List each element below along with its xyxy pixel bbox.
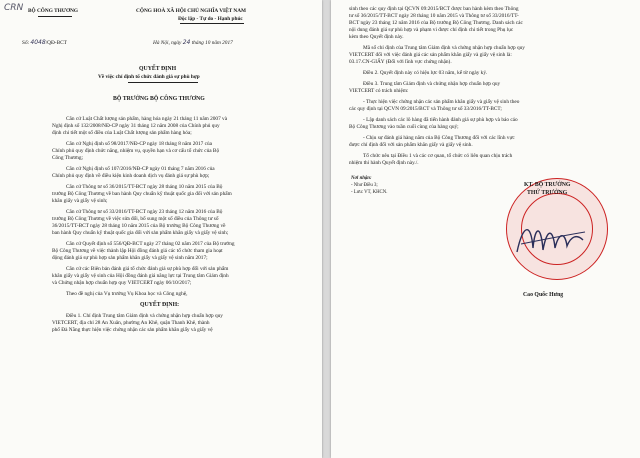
recipient-item: - Lưu: VT, KHCN.: [351, 190, 388, 195]
date-day: 24: [182, 39, 191, 46]
handwritten-signature: [511, 214, 591, 262]
preamble-line: khăn giấy và giấy vệ sinh;: [52, 198, 108, 204]
preamble-line: Căn cứ các Biên bản đánh giá tổ chức đánh giá sự phù hợp đối với sản phẩm: [66, 266, 229, 272]
preamble-line: định chi tiết một số điều của Luật Chất lượng sản phẩm hàng hóa;: [52, 130, 192, 136]
article-2: Điều 2. Quyết định này có hiệu lực 03 năm, kể từ ngày ký.: [363, 70, 488, 76]
document-number: [22, 40, 67, 46]
preamble-line: Căn cứ Thông tư số 36/2015/TT-BCT ngày 28 tháng 10 năm 2015 của Bộ: [66, 184, 223, 190]
body-line: VIETCERT có trách nhiệm:: [349, 88, 409, 94]
article-line: phố Đà Nẵng thực hiện việc chứng nhận các sản phẩm khăn giấy và giấy vệ: [52, 327, 213, 333]
issuing-authority: BỘ TRƯỞNG BỘ CÔNG THƯƠNG: [113, 96, 205, 102]
preamble-line: ban hành Quy chuẩn kỹ thuật quốc gia đối với sản phẩm khăn giấy và giấy vệ sinh;: [52, 230, 229, 236]
motto-underline: [180, 23, 244, 24]
article-3: Điều 3. Trung tâm Giám định và chứng nhận hợp chuẩn hợp quy: [363, 81, 501, 87]
motto: Độc lập - Tự do - Hạnh phúc: [178, 16, 243, 22]
preamble-line: Chính phủ quy định chức năng, nhiệm vụ, quyền hạn và cơ cấu tổ chức của Bộ: [52, 148, 220, 154]
preamble-line: động đánh giá sự phù hợp sản phẩm khăn giấy và giấy vệ sinh năm 2017;: [52, 255, 208, 261]
preamble-line: Bộ Công Thương về việc thành lập Hội đồng đánh giá các tổ chức tham gia hoạt: [52, 248, 223, 254]
body-line: được chỉ định đối với sản phẩm khăn giấy và giấy vệ sinh.: [349, 142, 473, 148]
body-line: - Thực hiện việc chứng nhận các sản phẩm khăn giấy và giấy vệ sinh theo: [363, 99, 520, 105]
body-line: các quy định tại QCVN 09:2015/BCT và Thông tư số 33/2016/TT-BCT;: [349, 106, 502, 112]
body-line: Mã số chỉ định của Trung tâm Giám định và chứng nhận hợp chuẩn hợp quy: [363, 45, 525, 51]
body-line: tư số 36/2015/TT-BCT ngày 28 tháng 10 năm 2015 và Thông tư số 33/2016/TT-: [349, 13, 519, 19]
body-line: BCT ngày 23 tháng 12 năm 2016 của Bộ trưởng Bộ Công Thương. Danh sách các: [349, 20, 523, 26]
article-line: Điều 1. Chỉ định Trung tâm Giám định và chứng nhận hợp chuẩn hợp quy: [66, 313, 223, 319]
preamble-line: Công Thương;: [52, 155, 84, 161]
preamble-line: Căn cứ Thông tư số 33/2016/TT-BCT ngày 23 tháng 12 năm 2016 của Bộ: [66, 209, 223, 215]
preamble-line: Căn cứ Nghị định số 107/2016/NĐ-CP ngày 01 tháng 7 năm 2016 của: [66, 166, 215, 172]
body-line: - Chịu sự đánh giá hàng năm của Bộ Công Thương đối với các lĩnh vực: [363, 135, 515, 141]
handwritten-note: CRN: [4, 3, 24, 13]
preamble-line: trưởng Bộ Công Thương về ban hành Quy chuẩn kỹ thuật quốc gia đối với sản phẩm: [52, 191, 232, 197]
body-line: Tổ chức nêu tại Điều 1 và các cơ quan, tổ chức có liên quan chịu trách: [363, 153, 513, 159]
recipient-item: - Như Điều 3;: [351, 183, 378, 188]
decides-heading: QUYẾT ĐỊNH:: [140, 302, 180, 308]
body-line: nội dung đánh giá sự phù hợp và phạm vi được chỉ định chi tiết trong Phụ lục: [349, 27, 514, 33]
preamble-line: Căn cứ Quyết định số 556/QĐ-BCT ngày 27 tháng 02 năm 2017 của Bộ trưởng: [66, 241, 235, 247]
document-page-right: [331, 0, 640, 458]
article-line: VIETCERT, địa chỉ 28 An Xuân, phường An Khê, quận Thanh Khê, thành: [52, 320, 210, 326]
subheading-underline: [128, 82, 198, 83]
number-suffix: /QĐ-BCT: [45, 40, 67, 46]
body-line: nhiệm thi hành Quyết định này./.: [349, 160, 419, 166]
ministry-name: BỘ CÔNG THƯƠNG: [28, 8, 79, 14]
preamble-line: 36/2015/TT-BCT ngày 28 tháng 10 năm 2015 của Bộ trưởng Bộ Công Thương về: [52, 223, 226, 229]
preamble-line: Căn cứ Luật Chất lượng sản phẩm, hàng hóa ngày 21 tháng 11 năm 2007 và: [66, 116, 228, 122]
preamble-line: và Chứng nhận hợp chuẩn hợp quy VIETCERT ngày 06/10/2017;: [52, 280, 192, 286]
body-line: VIETCERT đối với việc đánh giá các sản phẩm khăn giấy và giấy vệ sinh là:: [349, 52, 512, 58]
body-line: - Lập danh sách các lô hàng đã tiến hành đánh giá sự phù hợp và báo cáo: [363, 117, 518, 123]
body-line: 03.17.CN-GIẤY (Đối với lĩnh vực chứng nhận).: [349, 59, 452, 65]
place-date-suffix: tháng 10 năm 2017: [191, 40, 233, 46]
decision-heading: QUYẾT ĐỊNH: [139, 66, 177, 72]
signature-title-2: THỨ TRƯỞNG: [527, 190, 568, 196]
preamble-line: trưởng Bộ Công Thương về việc sửa đổi, bổ sung một số điều của Thông tư số: [52, 216, 219, 222]
place-date: [153, 40, 233, 46]
number-prefix: Số:: [22, 40, 30, 46]
ministry-underline: [38, 16, 72, 17]
preamble-line: Theo đề nghị của Vụ trưởng Vụ Khoa học và Công nghệ,: [66, 291, 188, 297]
recipients-label: Nơi nhận:: [351, 176, 372, 181]
preamble-line: Chính phủ quy định về điều kiện kinh doanh dịch vụ đánh giá sự phù hợp;: [52, 173, 210, 179]
number-value: 4048: [30, 39, 46, 46]
body-line: kèm theo Quyết định này.: [349, 34, 404, 40]
place-date-prefix: Hà Nội, ngày: [153, 40, 182, 46]
signature-title-1: KT. BỘ TRƯỞNG: [524, 182, 571, 188]
body-line: Bộ Công Thương vào tuần cuối cùng của hàng quý;: [349, 124, 459, 130]
preamble-line: Căn cứ Nghị định số 98/2017/NĐ-CP ngày 18 tháng 8 năm 2017 của: [66, 141, 212, 147]
signer-name: Cao Quốc Hưng: [523, 292, 564, 298]
preamble-line: khăn giấy và giấy vệ sinh của Hội đồng đánh giá năng lực tại Trung tâm Giám định: [52, 273, 229, 279]
republic-name: CỘNG HOÀ XÃ HỘI CHỦ NGHĨA VIỆT NAM: [136, 8, 247, 14]
preamble-line: Nghị định số 132/2008/NĐ-CP ngày 31 tháng 12 năm 2008 của Chính phủ quy: [52, 123, 220, 129]
body-line: sinh theo các quy định tại QCVN 09:2015/BCT được ban hành kèm theo Thông: [349, 6, 519, 12]
decision-subheading: Về việc chỉ định tổ chức đánh giá sự phù hợp: [98, 74, 200, 80]
